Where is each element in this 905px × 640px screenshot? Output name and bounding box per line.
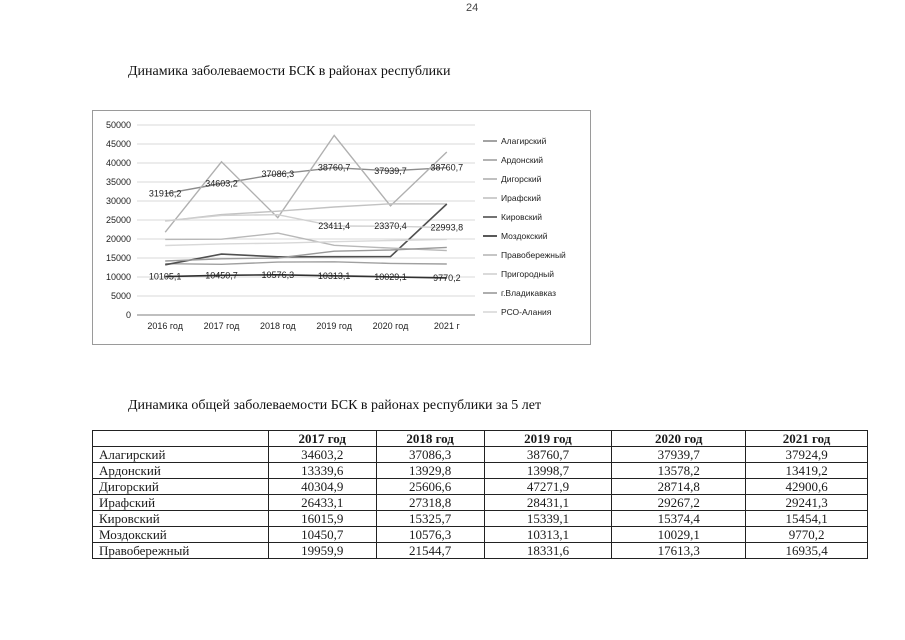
value-cell: 15374,4	[612, 511, 746, 527]
y-tick-label: 40000	[105, 158, 131, 168]
series-line-2	[165, 262, 447, 265]
x-tick-label: 2017 год	[203, 321, 240, 331]
value-cell: 28714,8	[612, 479, 746, 495]
y-tick-label: 30000	[105, 196, 131, 206]
legend-label: Правобережный	[501, 250, 566, 260]
data-label: 9770,2	[433, 272, 461, 283]
table-row	[93, 447, 868, 463]
legend-label: Алагирский	[501, 136, 547, 146]
data-label: 10450,7	[205, 270, 238, 281]
series-line-4	[165, 204, 447, 221]
value-cell: 10450,7	[268, 527, 376, 543]
data-label: 31916,2	[148, 188, 182, 199]
legend-label: Дигорский	[501, 174, 542, 184]
y-tick-label: 50000	[105, 120, 131, 130]
data-label: 38760,7	[317, 162, 351, 173]
y-tick-label: 15000	[105, 253, 131, 263]
chart-axes	[106, 120, 475, 331]
x-tick-label: 2020 год	[372, 321, 409, 331]
value-cell: 28431,1	[484, 495, 612, 511]
value-cell: 47271,9	[484, 479, 612, 495]
value-cell: 40304,9	[268, 479, 376, 495]
district-name-cell: Моздокский	[93, 527, 269, 543]
value-cell: 25606,6	[376, 479, 484, 495]
table-header-cell	[93, 431, 269, 447]
chart-heading: Динамика заболеваемости БСК в районах республики	[128, 64, 451, 79]
value-cell: 29241,3	[746, 495, 868, 511]
data-label: 23411,4	[318, 221, 351, 232]
value-cell: 38760,7	[484, 447, 612, 463]
table-header-cell: 2018 год	[376, 431, 484, 447]
value-cell: 27318,8	[376, 495, 484, 511]
data-label: 10576,3	[261, 269, 295, 280]
x-tick-label: 2016 год	[147, 321, 184, 331]
value-cell: 13998,7	[484, 463, 612, 479]
value-cell: 37939,7	[612, 447, 746, 463]
legend-label: Кировский	[501, 212, 543, 222]
x-tick-label: 2018 год	[259, 321, 296, 331]
chart-series	[165, 135, 447, 281]
value-cell: 29267,2	[612, 495, 746, 511]
legend-label: Пригородный	[501, 269, 555, 279]
page-number: 24	[466, 2, 479, 14]
data-label: 37939,7	[374, 165, 407, 176]
legend-label: РСО-Алания	[501, 307, 552, 317]
value-cell: 13929,8	[376, 463, 484, 479]
legend-label: Ирафский	[501, 193, 542, 203]
table-row	[93, 495, 868, 511]
district-name-cell: Алагирский	[93, 447, 269, 463]
x-tick-label: 2021 г	[433, 321, 460, 331]
value-cell: 21544,7	[376, 543, 484, 559]
chart-gridlines	[137, 125, 475, 296]
value-cell: 10576,3	[376, 527, 484, 543]
value-cell: 42900,6	[746, 479, 868, 495]
table-header-cell: 2020 год	[612, 431, 746, 447]
data-label: 23370,4	[374, 221, 407, 232]
data-label: 10313,1	[317, 270, 351, 281]
y-tick-label: 45000	[105, 139, 131, 149]
value-cell: 37086,3	[376, 447, 484, 463]
chart-legend	[483, 136, 566, 317]
district-name-cell: Кировский	[93, 511, 269, 527]
chart-container	[92, 110, 591, 345]
value-cell: 37924,9	[746, 447, 868, 463]
value-cell: 13578,2	[612, 463, 746, 479]
series-line-5	[165, 204, 447, 265]
district-name-cell: Дигорский	[93, 479, 269, 495]
y-tick-label: 25000	[105, 215, 131, 225]
value-cell: 15454,1	[746, 511, 868, 527]
table-row	[93, 479, 868, 495]
x-tick-label: 2019 год	[316, 321, 353, 331]
value-cell: 15339,1	[484, 511, 612, 527]
table-header-cell: 2017 год	[268, 431, 376, 447]
table-header-cell: 2019 год	[484, 431, 612, 447]
y-tick-label: 35000	[105, 177, 131, 187]
data-label: 22993,8	[430, 222, 464, 233]
value-cell: 10029,1	[612, 527, 746, 543]
value-cell: 18331,6	[484, 543, 612, 559]
y-tick-label: 5000	[110, 291, 131, 301]
table-row	[93, 463, 868, 479]
value-cell: 19959,9	[268, 543, 376, 559]
data-label: 37086,3	[261, 169, 295, 180]
table-row	[93, 511, 868, 527]
value-cell: 15325,7	[376, 511, 484, 527]
legend-label: Ардонский	[501, 155, 544, 165]
incidence-table	[92, 430, 868, 559]
data-label: 10029,1	[374, 271, 407, 282]
table-header-cell: 2021 год	[746, 431, 868, 447]
value-cell: 26433,1	[268, 495, 376, 511]
legend-label: г.Владикавказ	[501, 288, 557, 298]
y-tick-label: 20000	[105, 234, 131, 244]
district-name-cell: Правобережный	[93, 543, 269, 559]
district-name-cell: Ардонский	[93, 463, 269, 479]
value-cell: 16935,4	[746, 543, 868, 559]
value-cell: 34603,2	[268, 447, 376, 463]
table-header-row	[93, 431, 868, 447]
value-cell: 10313,1	[484, 527, 612, 543]
data-label: 10105,1	[148, 271, 182, 282]
series-line-9	[165, 247, 447, 261]
value-cell: 13339,6	[268, 463, 376, 479]
value-cell: 9770,2	[746, 527, 868, 543]
y-tick-label: 0	[125, 310, 131, 320]
data-label: 38760,7	[430, 162, 464, 173]
value-cell: 16015,9	[268, 511, 376, 527]
line-chart	[93, 111, 590, 344]
legend-label: Моздокский	[501, 231, 548, 241]
table-row	[93, 543, 868, 559]
district-name-cell: Ирафский	[93, 495, 269, 511]
y-tick-label: 10000	[105, 272, 131, 282]
value-cell: 17613,3	[612, 543, 746, 559]
value-cell: 13419,2	[746, 463, 868, 479]
data-label: 34603,2	[205, 178, 238, 189]
table-row	[93, 527, 868, 543]
table-heading: Динамика общей заболеваемости БСК в районах республики за 5 лет	[128, 398, 542, 413]
